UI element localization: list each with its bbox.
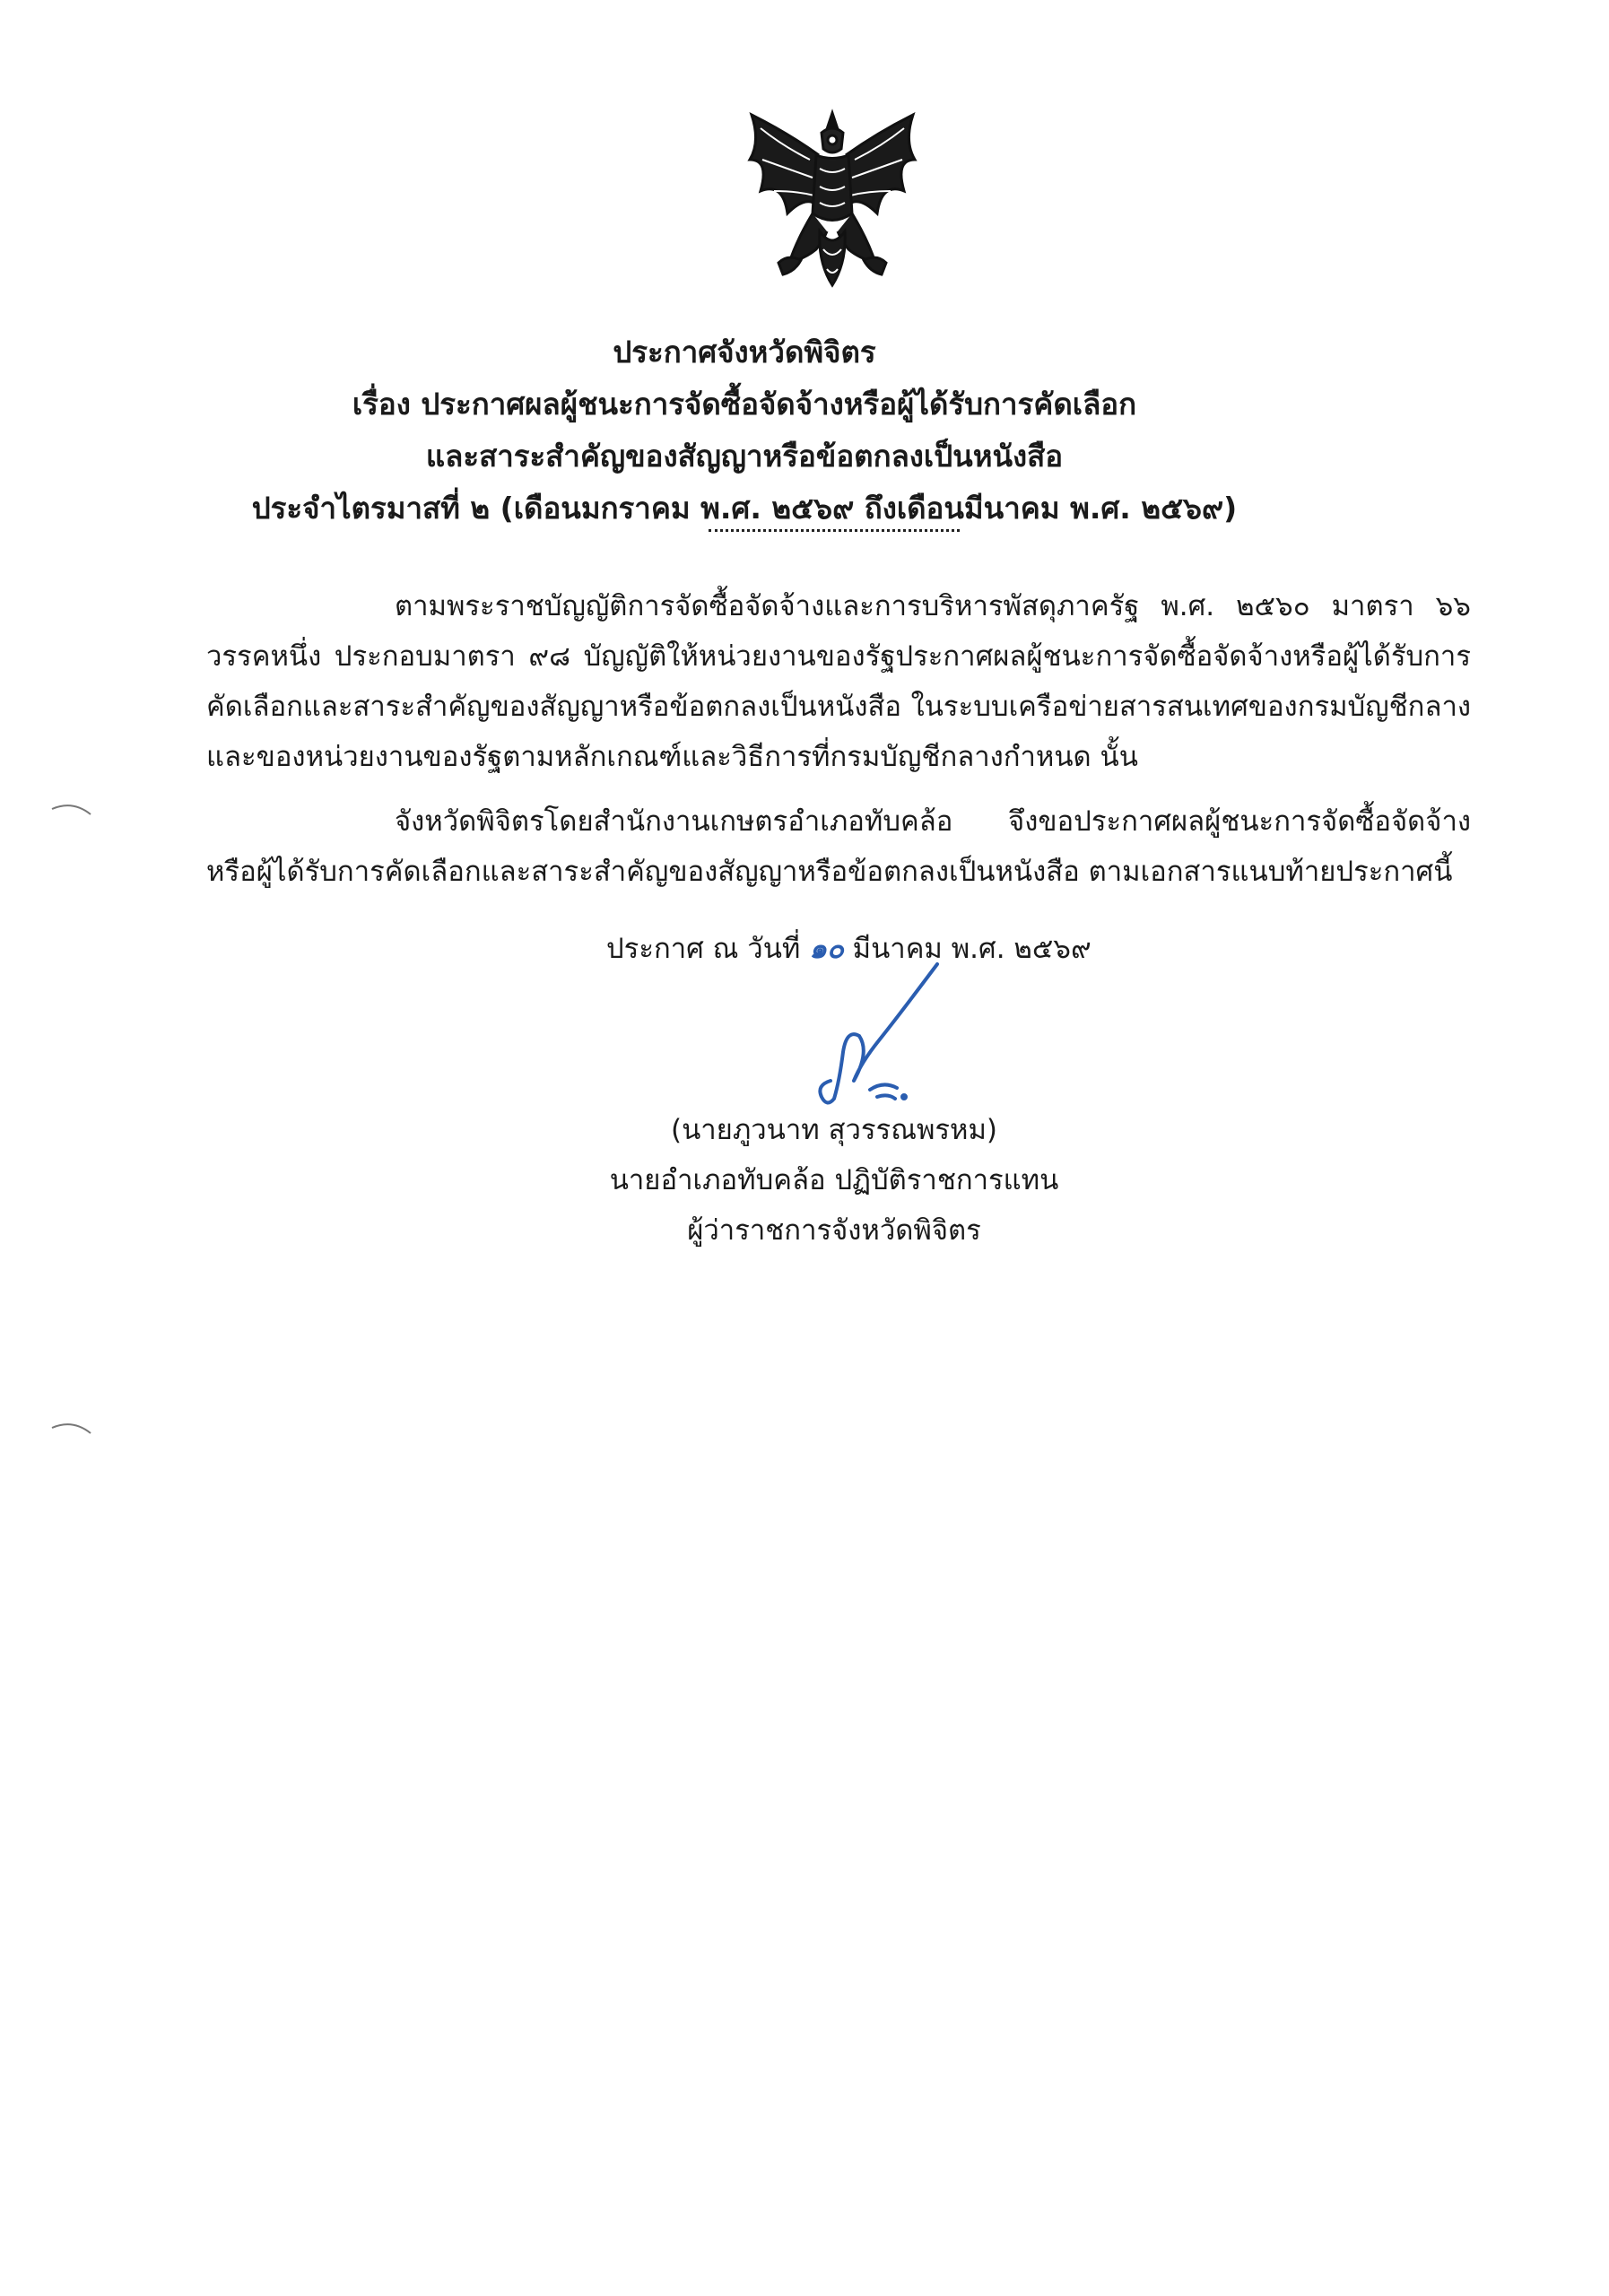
subject-line-2: และสาระสำคัญของสัญญาหรือข้อตกลงเป็นหนังสือ (425, 439, 1064, 474)
paragraph-2-text: จังหวัดพิจิตรโดยสำนักงานเกษตรอำเภอทับคล้อ จึงขอประกาศผลผู้ชนะการจัดซื้อจัดจ้างหรือผู้ได้รับการคัดเลือกและสาระสำคัญของสัญญาหรือข้อตกลงเป็นหนังสือ ตามเอกสารแนบท้ายประกาศนี้ (206, 805, 1471, 888)
date-day-handwritten: ๑๐ (809, 933, 844, 965)
scan-mark (50, 1419, 95, 1437)
dotted-separator (709, 529, 960, 532)
signature-block (556, 1105, 1112, 1256)
date-suffix: มีนาคม พ.ศ. ๒๕๖๙ (843, 933, 1092, 965)
period-line: ประจำไตรมาสที่ ๒ (เดือนมกราคม พ.ศ. ๒๕๖๙ ถึงเดือนมีนาคม พ.ศ. ๒๕๖๙) (251, 491, 1238, 526)
scan-mark (50, 800, 95, 818)
signatory-office: ผู้ว่าราชการจังหวัดพิจิตร (687, 1214, 981, 1247)
subject-line: เรื่อง ประกาศผลผู้ชนะการจัดซื้อจัดจ้างหรือผู้ได้รับการคัดเลือก (352, 387, 1137, 422)
announcement-header (206, 326, 1283, 535)
date-prefix: ประกาศ ณ วันที่ (606, 933, 810, 965)
signatory-position: นายอำเภอทับคล้อ ปฏิบัติราชการแทน (609, 1164, 1059, 1196)
paragraph-legal-basis (206, 581, 1471, 782)
handwritten-signature (771, 946, 960, 1126)
signatory-name: (นายภูวนาท สุวรรณพรหม) (670, 1114, 998, 1146)
paragraph-1-text: ตามพระราชบัญญัติการจัดซื้อจัดจ้างและการบริหารพัสดุภาครัฐ พ.ศ. ๒๕๖๐ มาตรา ๖๖ วรรคหนึ่ง ประกอบมาตรา ๙๘ บัญญัติให้หน่วยงานของรัฐประกาศผลผู้ชนะการจัดซื้อจัดจ้างหรือผู้ได้รับการคัดเลือกและสาระสำคัญของสัญญาหรือข้อตกลงเป็นหนังสือ ในระบบเครือข่ายสารสนเทศของกรมบัญชีกลางและของหน่วยงานของรัฐตามหลักเกณฑ์และวิธีการที่กรมบัญชีกลางกำหนด นั้น (206, 590, 1471, 773)
garuda-emblem-icon (734, 106, 931, 321)
paragraph-announcement (206, 796, 1471, 897)
issuer-title: ประกาศจังหวัดพิจิตร (613, 335, 876, 370)
